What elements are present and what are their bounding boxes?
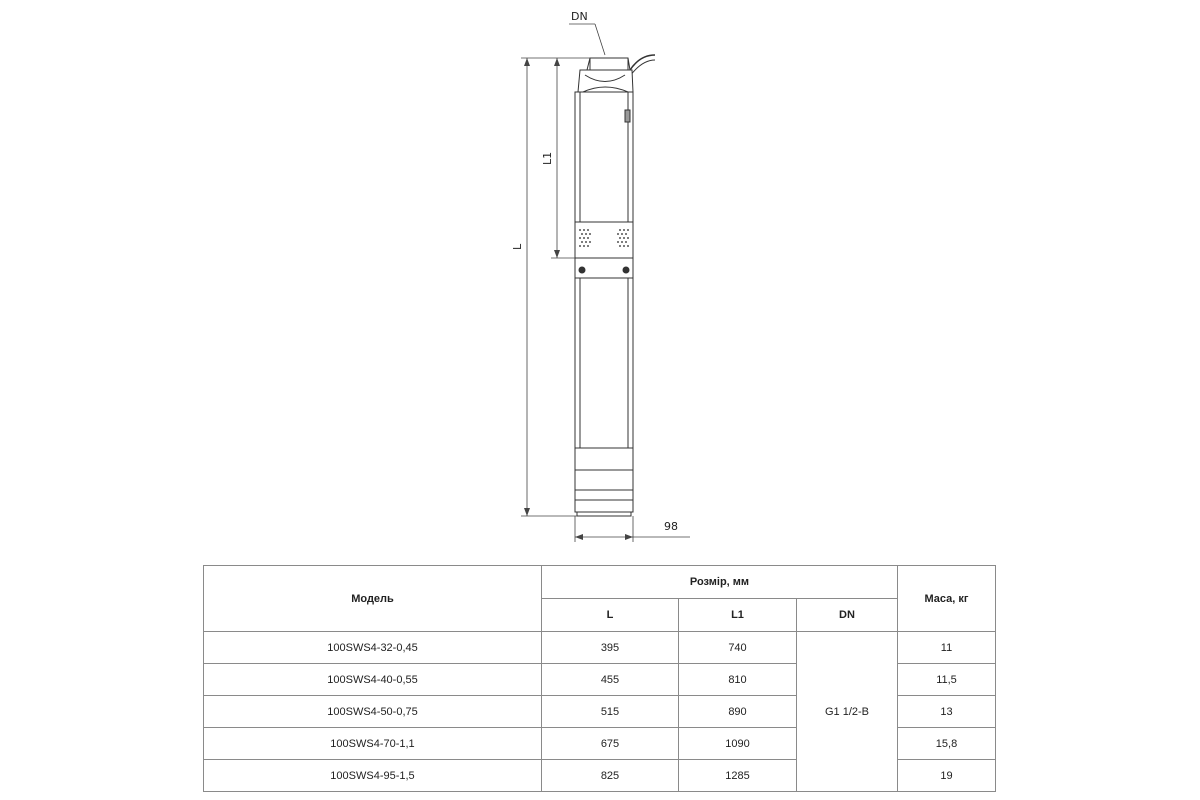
table-row — [204, 632, 996, 664]
header-dn: DN — [797, 599, 898, 632]
model-cell: 100SWS4-32-0,45 — [204, 632, 542, 664]
l1-cell: 890 — [679, 696, 797, 728]
pump-upper-body — [575, 92, 633, 222]
mass-cell: 11 — [898, 632, 996, 664]
mass-cell: 19 — [898, 760, 996, 792]
l1-cell: 1090 — [679, 728, 797, 760]
l-cell: 825 — [542, 760, 679, 792]
mass-cell: 13 — [898, 696, 996, 728]
header-mass: Маса, кг — [898, 566, 996, 632]
mass-cell: 15,8 — [898, 728, 996, 760]
power-cable — [630, 55, 655, 70]
model-cell: 100SWS4-70-1,1 — [204, 728, 542, 760]
model-cell: 100SWS4-50-0,75 — [204, 696, 542, 728]
dn-cell: G1 1/2-B — [797, 632, 898, 792]
pump-outlet-head — [587, 58, 630, 70]
model-cell: 100SWS4-40-0,55 — [204, 664, 542, 696]
l-label: L — [511, 243, 524, 250]
l-cell: 515 — [542, 696, 679, 728]
header-size: Розмір, мм — [542, 566, 898, 599]
header-l1: L1 — [679, 599, 797, 632]
l1-cell: 740 — [679, 632, 797, 664]
diameter-label: 98 — [664, 520, 678, 533]
l-cell: 395 — [542, 632, 679, 664]
dn-label: DN — [571, 10, 588, 23]
l-cell: 675 — [542, 728, 679, 760]
l1-cell: 1285 — [679, 760, 797, 792]
l-cell: 455 — [542, 664, 679, 696]
header-model: Модель — [204, 566, 542, 632]
specification-table — [203, 565, 996, 792]
header-l: L — [542, 599, 679, 632]
motor-body — [575, 278, 633, 448]
intake-screen — [575, 222, 633, 258]
mass-cell: 11,5 — [898, 664, 996, 696]
l1-label: L1 — [541, 151, 554, 165]
l1-cell: 810 — [679, 664, 797, 696]
model-cell: 100SWS4-95-1,5 — [204, 760, 542, 792]
motor-bottom — [575, 448, 633, 512]
